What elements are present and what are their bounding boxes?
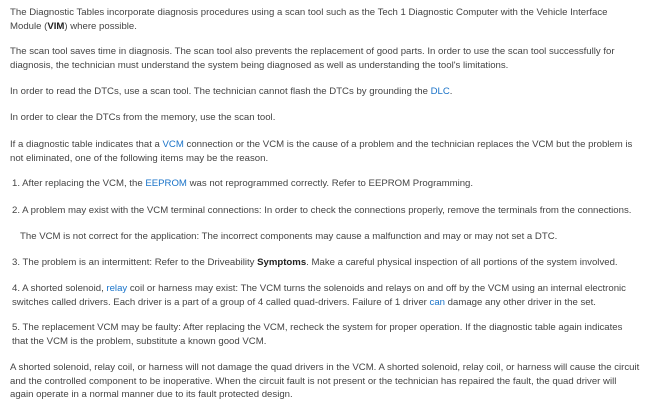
list-item-3	[12, 256, 640, 270]
text: If a diagnostic table indicates that a	[10, 139, 163, 150]
text: damage any other driver in the set.	[444, 296, 596, 308]
list-item-2-note: The VCM is not correct for the application: The incorrect components may cause a malfunction and may or may not set a DTC.	[20, 231, 558, 242]
paragraph-read-dtcs	[10, 85, 640, 99]
can-link[interactable]: can	[429, 296, 445, 308]
text: .	[449, 86, 453, 97]
paragraph-intro	[10, 6, 640, 33]
text: In order to read the DTCs, use a scan tool. The technician cannot flash the DTCs by grounding the	[10, 86, 431, 97]
paragraph-diagnostic-table	[10, 138, 640, 165]
symptoms-term: Symptoms	[257, 257, 307, 268]
dlc-link[interactable]: DLC	[430, 86, 450, 97]
text: 1. After replacing the VCM, the	[12, 178, 146, 189]
list-item-2: 2. A problem may exist with the VCM terminal connections: In order to check the connections properly, remove the terminals from the connections.	[12, 205, 632, 216]
text: ) where possible.	[64, 20, 137, 32]
paragraph-quad-drivers: A shorted solenoid, relay coil, or harness will not damage the quad drivers in the VCM. A shorted solenoid, relay coil, or harness will cause the circuit and the controlled component to be inoperative. When the circuit fault is not present or the technician has repaired the fault, the quad driver will again operate in a normal manner due to its fault protected design.	[10, 362, 640, 400]
list-item-4	[12, 282, 640, 309]
text: . Make a careful physical inspection of all portions of the system involved.	[306, 257, 618, 268]
paragraph-scan-tool: The scan tool saves time in diagnosis. The scan tool also prevents the replacement of good parts. In order to use the scan tool successfully for diagnosis, the technician must understand the system being diagnosed as well as understanding the tool's limitations.	[10, 46, 615, 71]
text: 3. The problem is an intermittent: Refer to the Driveability	[12, 257, 258, 268]
text: coil or harness may exist: The VCM turns the solenoids and relays on and off by the VCM using an internal electronic switches called drivers. Each driver is a part of a group of 4 called quad-drivers. Failure of 1 driver	[12, 283, 626, 308]
text: 4. A shorted solenoid,	[12, 283, 107, 294]
text: was not reprogrammed correctly. Refer to EEPROM Programming.	[186, 178, 474, 189]
paragraph-clear-dtcs: In order to clear the DTCs from the memory, use the scan tool.	[10, 112, 276, 123]
vim-abbreviation: VIM	[47, 20, 65, 32]
text: connection or the VCM is the cause of a problem and the technician replaces the VCM but the problem is not eliminated, one of the following items may be the reason.	[10, 139, 633, 164]
eeprom-link[interactable]: EEPROM	[145, 178, 187, 189]
list-item-1	[12, 177, 640, 191]
list-item-5: 5. The replacement VCM may be faulty: After replacing the VCM, recheck the system for proper operation. If the diagnostic table again indicates that the VCM is the problem, substitute a known good VCM.	[12, 322, 623, 347]
relay-link[interactable]: relay	[106, 283, 128, 294]
text: The Diagnostic Tables incorporate diagnosis procedures using a scan tool such as the Tech 1 Diagnostic Computer with the Vehicle Interface Module (	[10, 7, 608, 32]
vcm-link[interactable]: VCM	[162, 139, 184, 150]
